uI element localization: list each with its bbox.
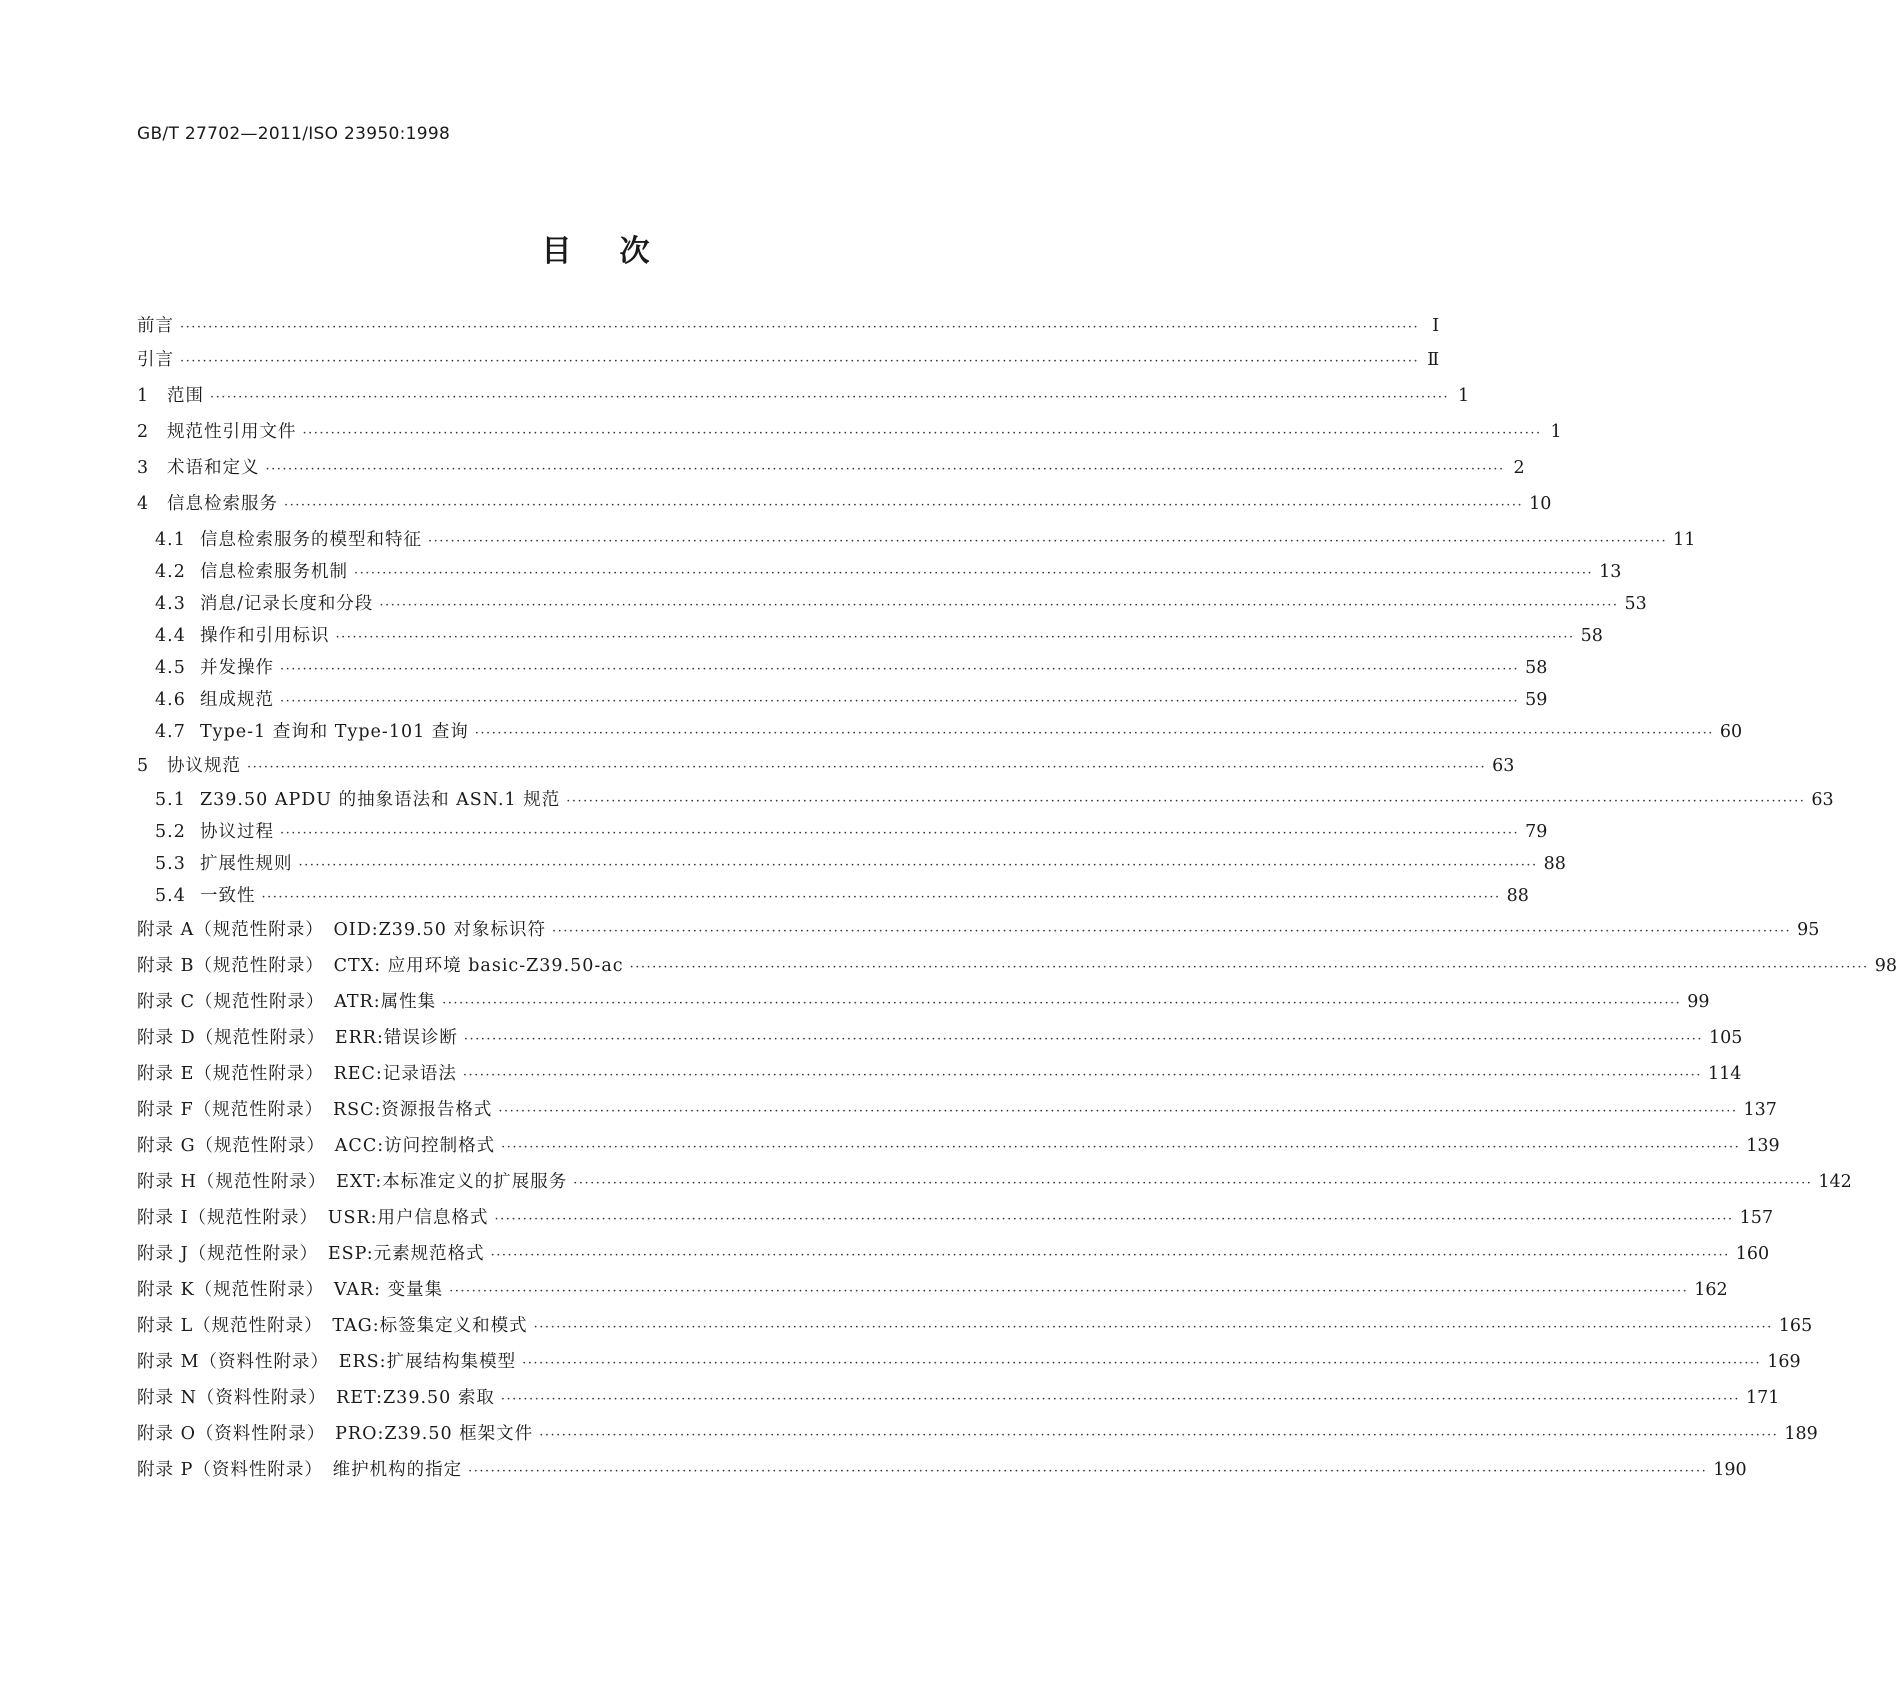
toc-entry-title: 信息检索服务: [167, 494, 278, 514]
toc-entry[interactable]: [155, 720, 1743, 744]
toc-entry-title: 附录 L（规范性附录） TAG:标签集定义和模式: [137, 1316, 528, 1336]
toc-entry-number: 4.4: [155, 626, 186, 646]
toc-entry-label: [155, 788, 560, 812]
toc-entry-page: 11: [1673, 530, 1696, 550]
toc-leader-dots: ····························································································································································································································: [280, 826, 1520, 841]
toc-entry-page: 162: [1694, 1280, 1728, 1300]
toc-entry[interactable]: [137, 348, 1440, 372]
toc-entry-page: 1: [1550, 422, 1562, 442]
toc-entry-page: 2: [1513, 458, 1525, 478]
toc-entry[interactable]: [155, 688, 1548, 712]
toc-entry-title: 附录 O（资料性附录） PRO:Z39.50 框架文件: [137, 1424, 534, 1444]
toc-entry-label: [155, 624, 330, 648]
toc-entry-title: 一致性: [200, 886, 256, 906]
toc-entry-title: 附录 B（规范性附录） CTX: 应用环境 basic-Z39.50-ac: [137, 956, 624, 976]
toc-entry-page: 189: [1784, 1424, 1818, 1444]
toc-entry-label: [155, 688, 274, 712]
toc-entry-label: [137, 1278, 443, 1302]
toc-leader-dots: ····························································································································································································································: [335, 630, 1575, 645]
toc-leader-dots: ····························································································································································································································: [573, 1176, 1813, 1191]
toc-leader-dots: ····························································································································································································································: [298, 858, 1538, 873]
toc-leader-dots: ····························································································································································································································: [551, 924, 1792, 939]
toc-entry-number: 4: [137, 494, 150, 514]
toc-entry-page: 88: [1543, 854, 1566, 874]
toc-entry-label: [137, 1026, 458, 1050]
toc-entry[interactable]: [155, 560, 1622, 584]
toc-entry-title: 附录 H（规范性附录） EXT:本标准定义的扩展服务: [137, 1172, 568, 1192]
toc-entry-number: 4.6: [155, 690, 186, 710]
toc-entry-page: 10: [1529, 494, 1552, 514]
toc-entry-number: 5.2: [155, 822, 186, 842]
toc-leader-dots: ····························································································································································································································: [474, 726, 1714, 741]
toc-leader-dots: ····························································································································································································································: [261, 890, 1501, 905]
toc-entry-page: Ⅱ: [1427, 350, 1440, 370]
toc-entry-page: 58: [1580, 626, 1603, 646]
toc-leader-dots: ····························································································································································································································: [442, 996, 1682, 1011]
page-title: 目次: [541, 234, 698, 269]
toc-entry-page: 95: [1797, 920, 1820, 940]
toc-entry-page: 58: [1525, 658, 1548, 678]
toc-entry-title: 附录 E（规范性附录） REC:记录语法: [137, 1064, 457, 1084]
document-code: GB/T 27702—2011/ISO 23950:1998: [137, 124, 451, 144]
toc-leader-dots: ····························································································································································································································: [468, 1464, 1708, 1479]
toc-entry[interactable]: [137, 1350, 1801, 1374]
toc-entry[interactable]: [155, 852, 1566, 876]
toc-entry-title: 扩展性规则: [200, 854, 293, 874]
toc-leader-dots: ····························································································································································································································: [500, 1392, 1740, 1407]
toc-entry-page: 59: [1525, 690, 1548, 710]
toc-entry-number: 4.7: [155, 722, 186, 742]
toc-entry-page: 105: [1709, 1028, 1743, 1048]
toc-entry[interactable]: [137, 492, 1552, 516]
toc-entry-page: 88: [1506, 886, 1529, 906]
toc-entry-label: [137, 1422, 533, 1446]
toc-entry[interactable]: [155, 884, 1529, 908]
toc-entry-title: 术语和定义: [167, 458, 260, 478]
toc-entry-page: 63: [1492, 756, 1515, 776]
toc-entry[interactable]: [137, 1134, 1780, 1158]
toc-leader-dots: ····························································································································································································································: [449, 1284, 1689, 1299]
toc-entry-number: 4.2: [155, 562, 186, 582]
toc-entry-title: 附录 K（规范性附录） VAR: 变量集: [137, 1280, 444, 1300]
toc-entry-title: 前言: [137, 316, 174, 336]
toc-entry-label: [155, 820, 274, 844]
toc-leader-dots: ····························································································································································································································: [629, 960, 1869, 975]
toc-entry-label: [137, 1098, 492, 1122]
toc-entry-page: 171: [1745, 1388, 1780, 1408]
toc-entry[interactable]: [137, 456, 1525, 480]
toc-leader-dots: ····························································································································································································································: [490, 1248, 1730, 1263]
toc-entry-title: 规范性引用文件: [167, 422, 297, 442]
toc-entry-number: 4.1: [155, 530, 186, 550]
toc-entry-title: 范围: [167, 386, 204, 406]
toc-entry-page: 53: [1624, 594, 1647, 614]
toc-leader-dots: ····························································································································································································································: [494, 1212, 1734, 1227]
toc-entry[interactable]: [137, 754, 1515, 778]
toc-leader-dots: ····························································································································································································································: [379, 598, 1619, 613]
toc-entry-title: Type-1 查询和 Type-101 查询: [200, 722, 469, 742]
toc-entry[interactable]: [137, 1422, 1818, 1446]
toc-entry[interactable]: [137, 1206, 1774, 1230]
toc-entry-title: 附录 I（规范性附录） USR:用户信息格式: [137, 1208, 489, 1228]
toc-entry-label: [137, 1206, 489, 1230]
toc-leader-dots: ····························································································································································································································: [522, 1356, 1762, 1371]
toc-entry-page: 137: [1743, 1100, 1777, 1120]
toc-entry-title: 信息检索服务机制: [200, 562, 348, 582]
toc-entry-label: [137, 1350, 516, 1374]
toc-entry-number: 3: [137, 458, 150, 478]
toc-leader-dots: ····························································································································································································································: [428, 534, 1668, 549]
toc-entry-number: 1: [137, 386, 150, 406]
toc-entry[interactable]: [155, 788, 1834, 812]
toc-entry-page: 165: [1778, 1316, 1813, 1336]
toc-entry-page: 114: [1707, 1064, 1742, 1084]
toc-entry[interactable]: [137, 1278, 1728, 1302]
toc-entry[interactable]: [137, 1062, 1742, 1086]
toc-entry-title: 引言: [137, 350, 174, 370]
toc-entry[interactable]: [155, 592, 1647, 616]
toc-entry-number: 5.3: [155, 854, 186, 874]
toc-leader-dots: ····························································································································································································································: [210, 390, 1450, 405]
toc-entry[interactable]: [155, 624, 1603, 648]
toc-entry-number: 5.4: [155, 886, 186, 906]
toc-entry-title: 附录 A（规范性附录） OID:Z39.50 对象标识符: [137, 920, 546, 940]
toc-leader-dots: ····························································································································································································································: [265, 462, 1505, 477]
toc-entry-page: 13: [1599, 562, 1622, 582]
toc-entry-number: 5: [137, 756, 150, 776]
toc-leader-dots: ····························································································································································································································: [302, 426, 1542, 441]
toc-entry-label: [155, 884, 256, 908]
toc-entry-title: 操作和引用标识: [200, 626, 330, 646]
toc-entry-label: [137, 1170, 567, 1194]
toc-entry-page: 63: [1811, 790, 1834, 810]
toc-entry[interactable]: [137, 990, 1710, 1014]
toc-entry-page: 160: [1735, 1244, 1770, 1264]
toc-entry-label: [137, 990, 436, 1014]
toc-entry-label: [137, 348, 174, 372]
toc-entry[interactable]: [155, 820, 1548, 844]
toc-entry[interactable]: [155, 528, 1696, 552]
toc-entry[interactable]: [137, 918, 1820, 942]
toc-leader-dots: ····························································································································································································································: [463, 1032, 1703, 1047]
toc-entry-label: [137, 754, 241, 778]
toc-entry-label: [155, 592, 373, 616]
toc-entry-label: [137, 492, 278, 516]
toc-entry-label: [137, 1314, 528, 1338]
toc-entry-label: [137, 456, 260, 480]
toc-entry[interactable]: [137, 1458, 1747, 1482]
toc-entry-title: 附录 P（资料性附录） 维护机构的指定: [137, 1460, 463, 1480]
toc-leader-dots: ····························································································································································································································: [280, 694, 1520, 709]
toc-leader-dots: ····························································································································································································································: [180, 320, 1420, 335]
toc-entry-label: [137, 918, 546, 942]
toc-entry-label: [137, 1062, 457, 1086]
toc-entry-label: [155, 528, 422, 552]
toc-entry-title: 附录 C（规范性附录） ATR:属性集: [137, 992, 437, 1012]
toc-entry-page: 1: [1457, 386, 1470, 406]
toc-entry-page: 190: [1713, 1460, 1747, 1480]
toc-entry-page: 60: [1719, 722, 1743, 742]
toc-entry[interactable]: [137, 1386, 1780, 1410]
toc-entry-page: 79: [1525, 822, 1548, 842]
toc-entry-page: 157: [1739, 1208, 1774, 1228]
toc-leader-dots: ····························································································································································································································: [498, 1104, 1738, 1119]
toc-entry[interactable]: [137, 314, 1440, 338]
toc-entry-number: 5.1: [155, 790, 186, 810]
toc-entry-title: 附录 N（资料性附录） RET:Z39.50 索取: [137, 1388, 495, 1408]
toc-entry-label: [155, 560, 348, 584]
toc-leader-dots: ····························································································································································································································: [539, 1428, 1779, 1443]
toc-leader-dots: ····························································································································································································································: [284, 498, 1524, 513]
toc-entry-label: [137, 1386, 495, 1410]
toc-entry-title: 附录 J（规范性附录） ESP:元素规范格式: [137, 1244, 485, 1264]
toc-entry-label: [155, 720, 469, 744]
toc-entry-title: 附录 G（规范性附录） ACC:访问控制格式: [137, 1136, 496, 1156]
toc-entry-label: [137, 420, 297, 444]
toc-leader-dots: ····························································································································································································································: [501, 1140, 1741, 1155]
toc-entry[interactable]: [137, 1242, 1770, 1266]
toc-entry-number: 2: [137, 422, 150, 442]
toc-entry-title: 并发操作: [200, 658, 274, 678]
toc-entry-number: 4.5: [155, 658, 186, 678]
toc-entry-label: [137, 1134, 495, 1158]
toc-entry-label: [137, 384, 204, 408]
toc-leader-dots: ····························································································································································································································: [354, 566, 1594, 581]
toc-entry[interactable]: [137, 420, 1562, 444]
toc-entry[interactable]: [137, 1098, 1777, 1122]
toc-leader-dots: ····························································································································································································································: [280, 662, 1520, 677]
toc-leader-dots: ····························································································································································································································: [462, 1068, 1702, 1083]
toc-entry[interactable]: [137, 1314, 1813, 1338]
toc-entry-label: [155, 852, 293, 876]
toc-entry-label: [137, 954, 624, 978]
toc-entry-label: [137, 314, 174, 338]
toc-entry-label: [155, 656, 274, 680]
toc-entry-page: 99: [1687, 992, 1710, 1012]
toc-entry-page: 139: [1746, 1136, 1780, 1156]
toc-leader-dots: ····························································································································································································································: [247, 760, 1487, 775]
toc-leader-dots: ····························································································································································································································: [533, 1320, 1773, 1335]
toc-entry-title: 附录 D（规范性附录） ERR:错误诊断: [137, 1028, 458, 1048]
toc-entry-title: 附录 M（资料性附录） ERS:扩展结构集模型: [137, 1352, 517, 1372]
toc-entry[interactable]: [137, 1026, 1743, 1050]
toc-entry-page: Ⅰ: [1432, 316, 1440, 336]
toc-entry[interactable]: [137, 384, 1470, 408]
toc-entry-title: 协议规范: [167, 756, 241, 776]
toc-entry-title: 组成规范: [200, 690, 274, 710]
toc-entry-number: 4.3: [155, 594, 186, 614]
toc-entry-title: 消息/记录长度和分段: [200, 594, 374, 614]
toc-entry-page: 98: [1874, 956, 1897, 976]
toc-entry[interactable]: [137, 1170, 1852, 1194]
toc-entry[interactable]: [155, 656, 1548, 680]
toc-entry-title: 协议过程: [200, 822, 274, 842]
toc-entry-title: 附录 F（规范性附录） RSC:资源报告格式: [137, 1100, 493, 1120]
toc-leader-dots: ····························································································································································································································: [180, 354, 1420, 369]
toc-entry-title: 信息检索服务的模型和特征: [200, 530, 422, 550]
toc-leader-dots: ····························································································································································································································: [566, 794, 1806, 809]
toc-entry-label: [137, 1242, 485, 1266]
toc-entry-page: 142: [1818, 1172, 1852, 1192]
toc-entry-title: Z39.50 APDU 的抽象语法和 ASN.1 规范: [200, 790, 561, 810]
toc-entry[interactable]: [137, 954, 1897, 978]
toc-entry-page: 169: [1767, 1352, 1801, 1372]
toc-entry-label: [137, 1458, 462, 1482]
